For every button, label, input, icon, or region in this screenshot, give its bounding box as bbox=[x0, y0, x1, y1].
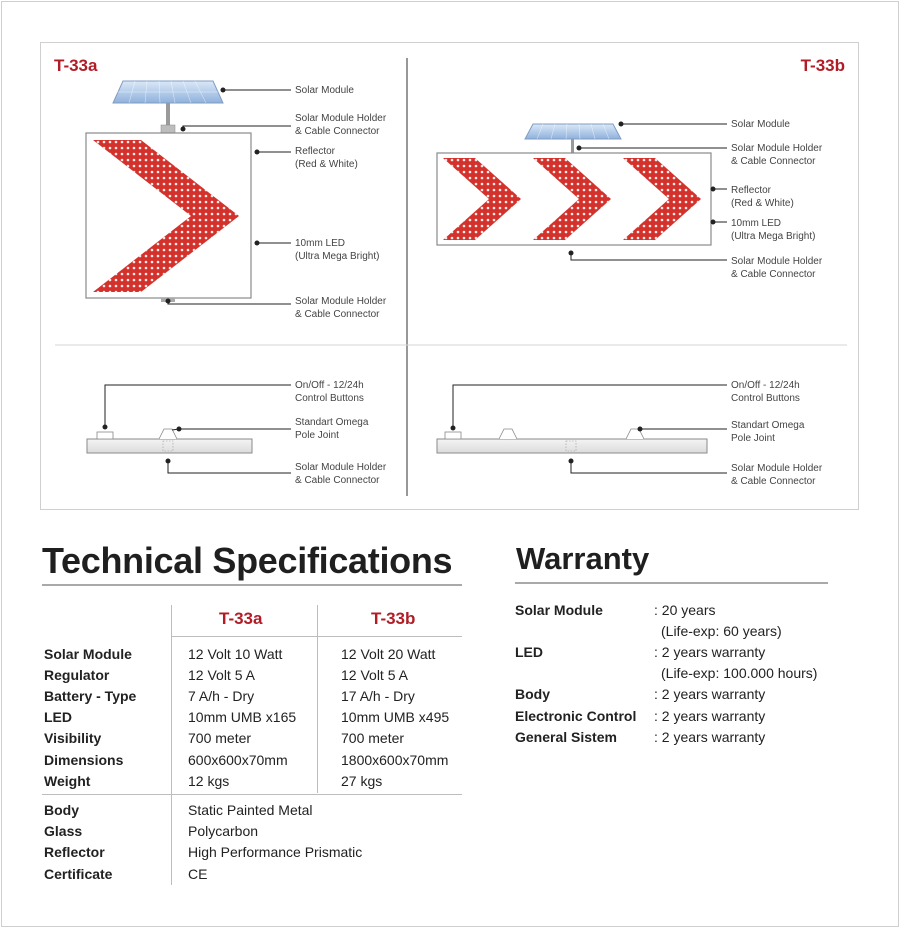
spec-row-label: LED bbox=[44, 709, 72, 726]
spec-row-value-t33a: 10mm UMB x165 bbox=[188, 709, 297, 726]
spec-common-label: Reflector bbox=[44, 844, 105, 861]
model-title-t33a: T-33a bbox=[54, 56, 98, 75]
warranty-row-value: : 2 years warranty bbox=[654, 644, 766, 661]
t33b-side-view bbox=[437, 429, 707, 453]
spec-head-rule bbox=[171, 636, 462, 637]
callout-b-buttons: On/Off - 12/24h Control Buttons bbox=[731, 380, 800, 404]
spec-col-divider-1 bbox=[171, 605, 172, 885]
warranty-row-value: : 2 years warranty bbox=[654, 707, 766, 724]
spec-row-value-t33b: 12 Volt 5 A bbox=[341, 667, 408, 684]
spec-row-label: Battery - Type bbox=[44, 688, 137, 705]
spec-common-label: Glass bbox=[44, 823, 83, 840]
spec-row-value-t33b: 10mm UMB x495 bbox=[341, 709, 450, 726]
callout-a-holder-side: Solar Module Holder & Cable Connector bbox=[295, 462, 387, 486]
spec-row-value-t33b: 27 kgs bbox=[341, 772, 383, 789]
spec-row-label: Solar Module bbox=[44, 646, 132, 662]
warranty-row-label: LED bbox=[515, 644, 543, 661]
spec-common-value: High Performance Prismatic bbox=[188, 844, 363, 861]
spec-row-value-t33a: 12 kgs bbox=[188, 772, 230, 789]
warranty-row-label: Body bbox=[515, 686, 550, 703]
callout-b-holder-side: Solar Module Holder & Cable Connector bbox=[731, 463, 823, 487]
spec-col-head-t33b: T-33b bbox=[371, 609, 416, 628]
model-title-t33b: T-33b bbox=[800, 56, 845, 75]
product-diagram-panel bbox=[40, 42, 859, 510]
warranty-title-rule bbox=[515, 582, 828, 584]
t33b-front-view bbox=[437, 124, 711, 245]
spec-group-rule bbox=[42, 794, 462, 795]
t33a-front-view bbox=[86, 81, 251, 302]
callout-a-solar-module: Solar Module bbox=[295, 85, 354, 96]
spec-row-label: Dimensions bbox=[44, 751, 124, 768]
callout-a-led: 10mm LED (Ultra Mega Bright) bbox=[295, 238, 380, 262]
callout-b-solar-module: Solar Module bbox=[731, 119, 790, 130]
spec-common-label: Certificate bbox=[44, 865, 113, 882]
spec-common-value: Polycarbon bbox=[188, 823, 259, 840]
callout-b-holder-bottom: Solar Module Holder & Cable Connector bbox=[731, 256, 823, 280]
spec-row-value-t33a: 700 meter bbox=[188, 730, 252, 747]
callout-a-omega: Standart Omega Pole Joint bbox=[295, 417, 369, 441]
callout-a-holder-top: Solar Module Holder & Cable Connector bbox=[295, 113, 387, 137]
spec-title-rule bbox=[42, 584, 462, 586]
spec-common-value: CE bbox=[188, 865, 208, 882]
callout-a-holder-bottom: Solar Module Holder & Cable Connector bbox=[295, 296, 387, 320]
spec-col-divider-2 bbox=[317, 605, 318, 793]
warranty-row-value: : 20 years bbox=[654, 602, 716, 618]
warranty-row-value: : 2 years warranty bbox=[654, 686, 766, 703]
spec-col-head-t33a: T-33a bbox=[219, 609, 263, 628]
spec-row-value-t33b: 700 meter bbox=[341, 730, 405, 747]
spec-row-label: Regulator bbox=[44, 667, 110, 684]
t33a-panel-pole bbox=[166, 103, 170, 127]
warranty-row-note: (Life-exp: 60 years) bbox=[661, 623, 782, 640]
spec-row-value-t33b: 17 A/h - Dry bbox=[341, 688, 415, 705]
callout-b-holder-top: Solar Module Holder & Cable Connector bbox=[731, 143, 823, 167]
callout-a-buttons: On/Off - 12/24h Control Buttons bbox=[295, 380, 364, 404]
spec-row-value-t33a: 600x600x70mm bbox=[188, 751, 288, 768]
t33b-solar-panel bbox=[525, 124, 621, 139]
spec-row-label: Visibility bbox=[44, 730, 102, 747]
spec-row-value-t33b: 12 Volt 20 Watt bbox=[341, 646, 436, 662]
callout-b-reflector: Reflector (Red & White) bbox=[731, 185, 794, 209]
spec-row-value-t33a: 7 A/h - Dry bbox=[188, 688, 255, 705]
spec-row-value-t33b: 1800x600x70mm bbox=[341, 751, 449, 768]
spec-common-label: Body bbox=[44, 802, 79, 818]
warranty-row-label: Electronic Control bbox=[515, 707, 637, 724]
warranty-row-note: (Life-exp: 100.000 hours) bbox=[661, 665, 818, 682]
warranty-row-value: : 2 years warranty bbox=[654, 728, 766, 745]
callout-b-led: 10mm LED (Ultra Mega Bright) bbox=[731, 218, 816, 242]
warranty-title: Warranty bbox=[516, 541, 650, 576]
spec-row-value-t33a: 12 Volt 10 Watt bbox=[188, 646, 283, 662]
t33a-side-view bbox=[87, 429, 252, 453]
warranty-row-label: Solar Module bbox=[515, 602, 603, 618]
spec-row-label: Weight bbox=[44, 772, 91, 789]
callout-a-reflector: Reflector (Red & White) bbox=[295, 146, 358, 170]
spec-title: Technical Specifications bbox=[42, 540, 453, 581]
spec-common-value: Static Painted Metal bbox=[188, 802, 313, 818]
warranty-row-label: General Sistem bbox=[515, 728, 617, 745]
callout-b-omega: Standart Omega Pole Joint bbox=[731, 420, 805, 444]
spec-row-value-t33a: 12 Volt 5 A bbox=[188, 667, 255, 684]
